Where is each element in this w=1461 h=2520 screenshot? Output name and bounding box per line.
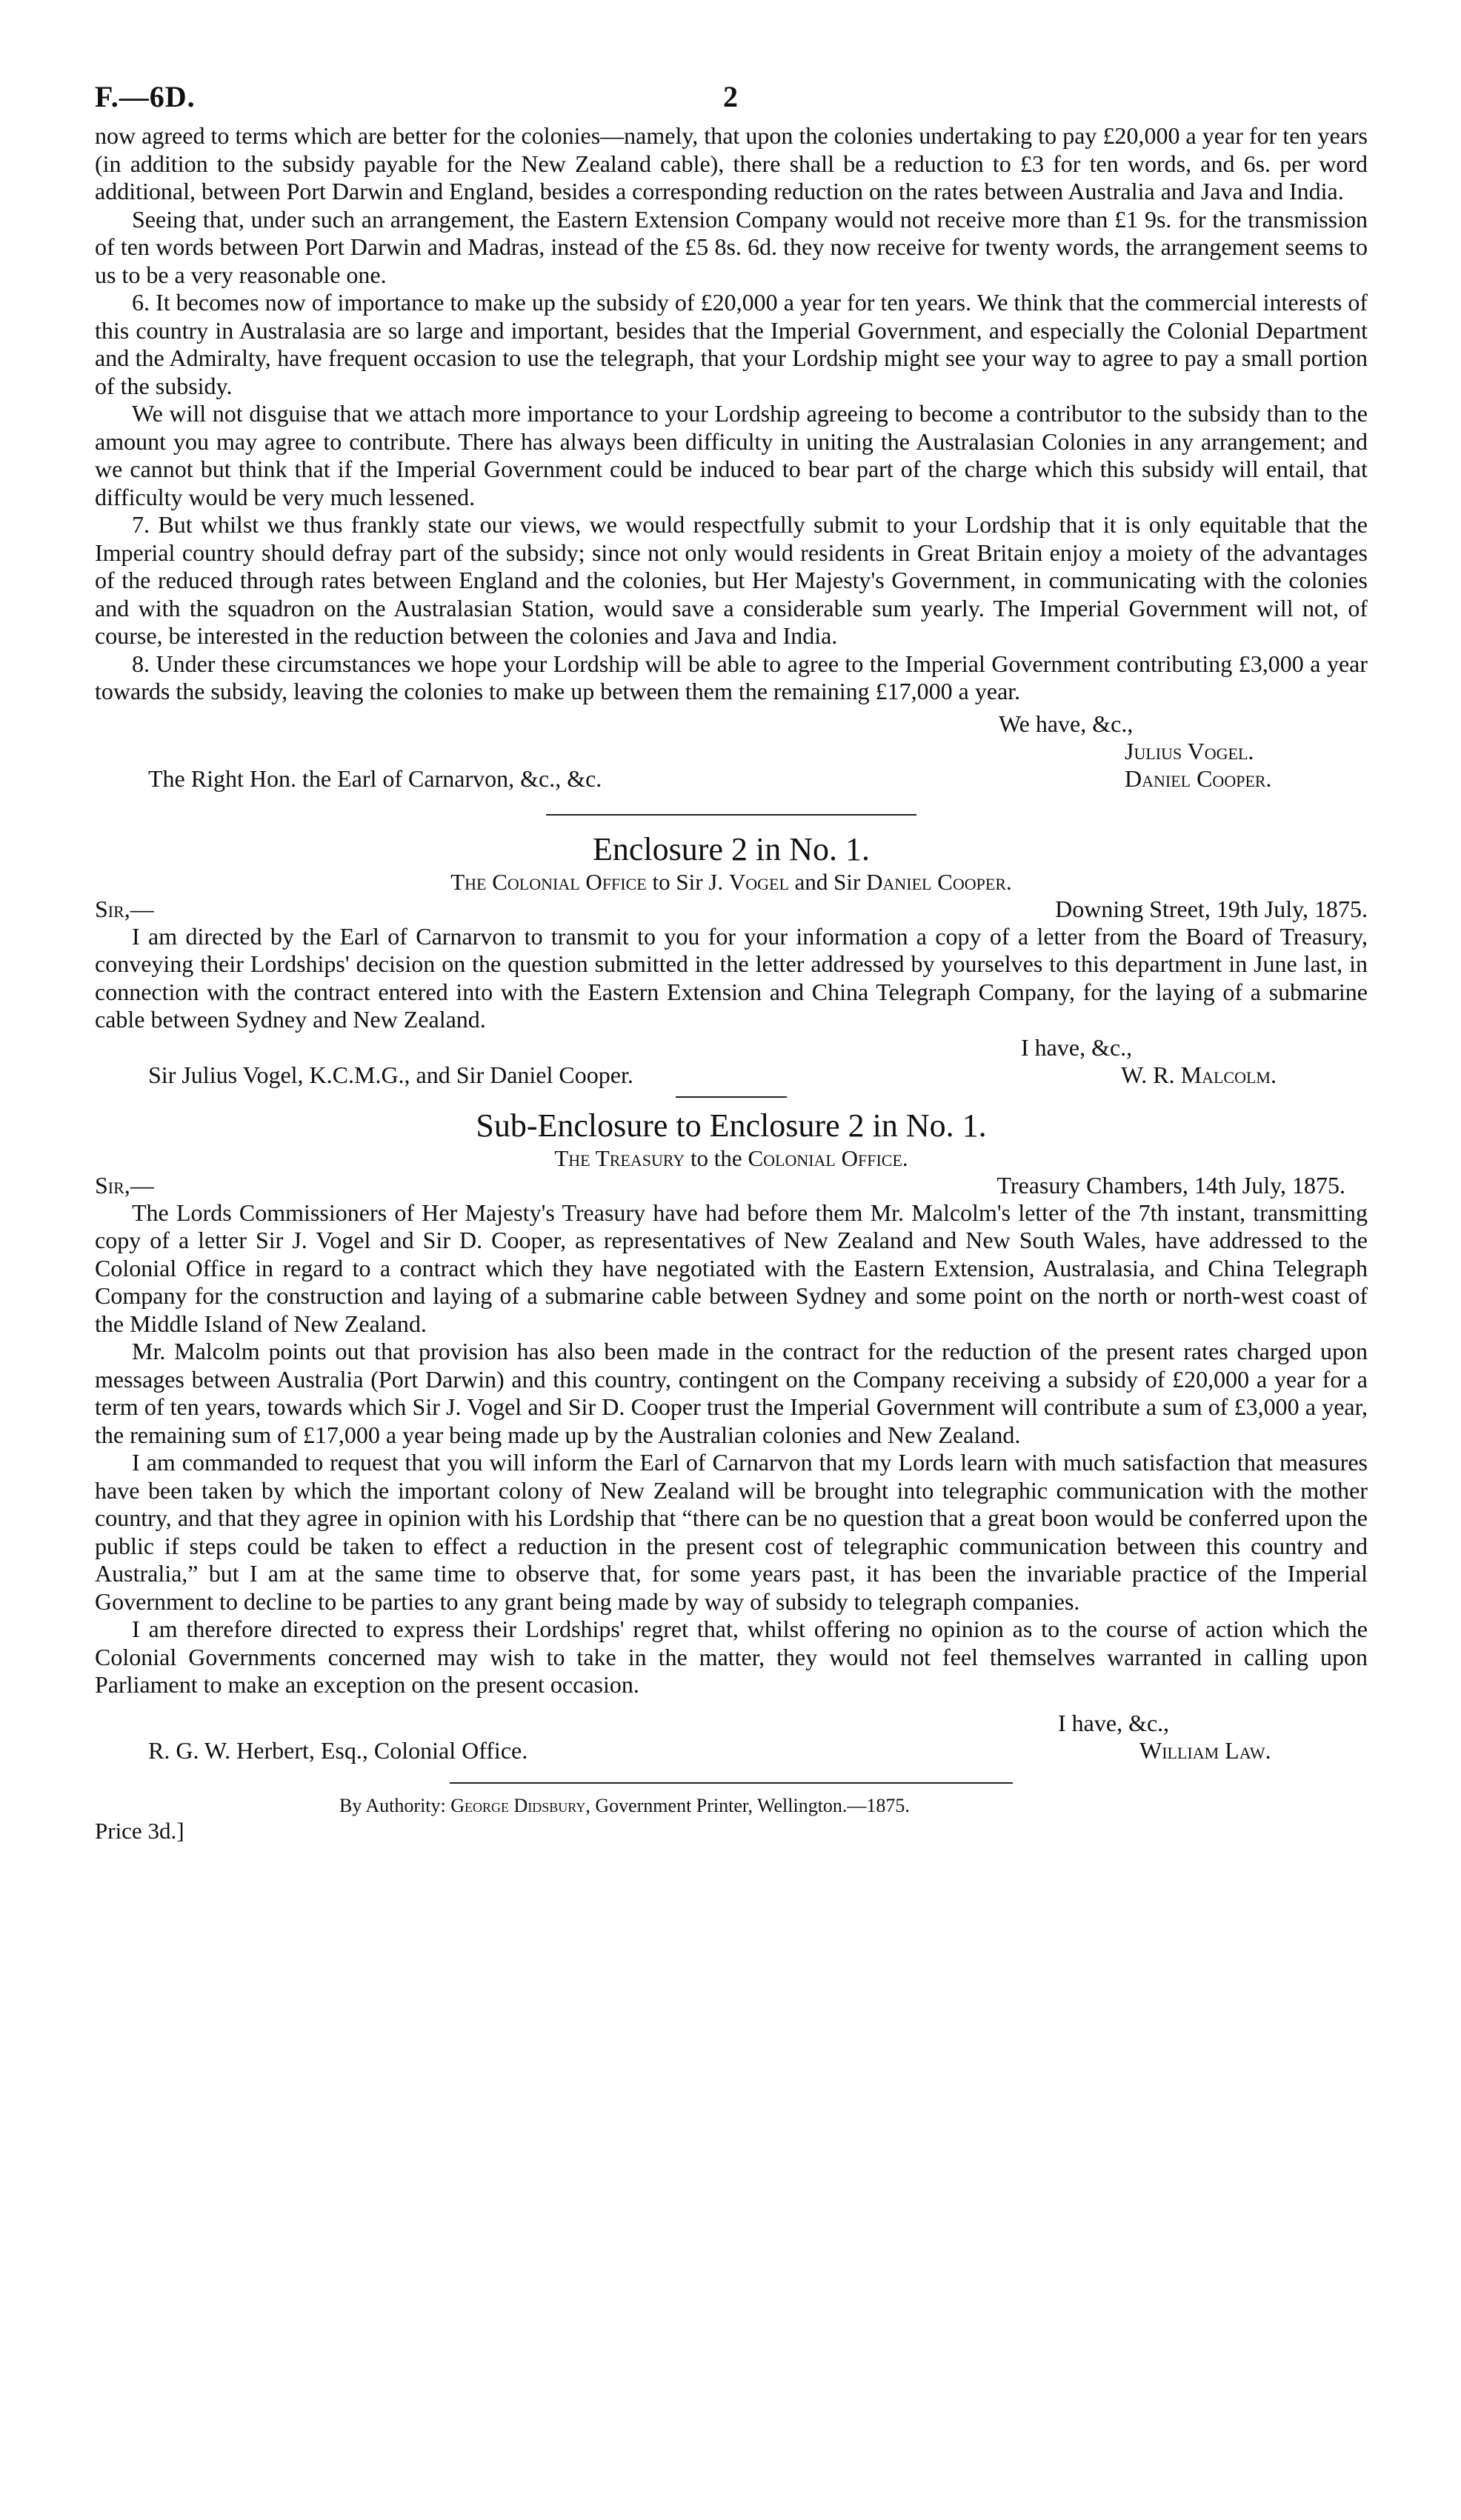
- salutation: Sir,—: [95, 895, 154, 922]
- salutation: Sir,—: [95, 1171, 154, 1199]
- section-divider: [546, 814, 916, 816]
- paragraph: Mr. Malcolm points out that provision has also been made in the contract for the reduction of the present rates charged upon messages between Australia (Port Darwin) and this country, contingent on the Company receiving a subsidy of £20,000 a year for a term of ten years, towards which Sir J. Vogel and Sir D. Cooper trust the Imperial Government will contribute a sum of £3,000 a year, the remaining sum of £17,000 a year being made up by the Australian colonies and New Zealand.: [95, 1338, 1368, 1448]
- sub-enclosure-signature-block: [95, 1710, 1368, 1769]
- closing-line: I have, &c.,: [1058, 1709, 1170, 1736]
- paragraph: now agreed to terms which are better for the colonies—namely, that upon the colonies undertaking to pay £20,000 a year for ten years (in addition to the subsidy payable for the New Zealand cable), there shall be a reduction to £3 for ten words, and 6s. per word additional, between Port Darwin and England, besides a corresponding reduction on the rates between Australia and Java and India.: [95, 122, 1368, 204]
- paragraph: 6. It becomes now of importance to make up the subsidy of £20,000 a year for ten years. We think that the commercial interests of this country in Australasia are so large and important, besides that the Imperial Government, and especially the Colonial Department and the Admiralty, have frequent occasion to use the telegraph, that your Lordship might see your way to agree to pay a small portion of the subsidy.: [95, 289, 1368, 399]
- place-date: Treasury Chambers, 14th July, 1875.: [996, 1171, 1345, 1199]
- paragraph: I am therefore directed to express their Lordships' regret that, whilst offering no opinion as to the course of action which the Colonial Governments concerned may wish to take in the matter, they would not feel themselves warranted in calling upon Parliament to make an exception on the present occasion.: [95, 1616, 1368, 1698]
- salutation-line: [95, 896, 1368, 923]
- closing-line: We have, &c.,: [999, 710, 1134, 737]
- salutation-line: [95, 1172, 1368, 1199]
- paragraph: I am directed by the Earl of Carnarvon to transmit to you for your information a copy of a letter from the Board of Treasury, conveying their Lordships' decision on the question submitted in the letter addressed by yourselves to this department in June last, in connection with the contract entered into with the Eastern Extension and China Telegraph Company, for the laying of a submarine cable between Sydney and New Zealand.: [95, 922, 1368, 1033]
- enclosure-2-signature-block: [95, 1034, 1368, 1093]
- signatory: Daniel Cooper.: [1125, 764, 1272, 792]
- section-title: Enclosure 2 in No. 1.: [593, 830, 870, 867]
- page-number: 2: [723, 80, 738, 113]
- signatory: William Law.: [1139, 1736, 1271, 1764]
- letter-signature-block: [95, 710, 1368, 798]
- price-note: Price 3d.]: [95, 1817, 184, 1844]
- addressee: R. G. W. Herbert, Esq., Colonial Office.: [148, 1736, 528, 1764]
- section-subtitle: The Colonial Office to Sir J. Vogel and Sir Daniel Cooper.: [450, 868, 1012, 895]
- section-subtitle: The Treasury to the Colonial Office.: [554, 1144, 908, 1171]
- paragraph: Seeing that, under such an arrangement, the Eastern Extension Company would not receive more than £1 9s. for the transmission of ten words between Port Darwin and Madras, instead of the £5 8s. 6d. they now receive for twenty words, the arrangement seems to us to be a very reasonable one.: [95, 205, 1368, 288]
- enclosure-2-section: [95, 830, 1368, 1093]
- paragraph: 7. But whilst we thus frankly state our views, we would respectfully submit to your Lordship that it is only equitable that the Imperial country should defray part of the subsidy; since not only would residents in Great Britain enjoy a moiety of the advantages of the reduced through rates between England and the colonies, but Her Majesty's Government, in communicating with the colonies and with the squadron on the Australasian Station, would save a considerable sum yearly. The Imperial Government will not, of course, be interested in the reduction between the colonies and Java and India.: [95, 511, 1368, 649]
- paragraph: 8. Under these circumstances we hope your Lordship will be able to agree to the Imperial Government contributing £3,000 a year towards the subsidy, leaving the colonies to make up between them the remaining £17,000 a year.: [95, 650, 1368, 704]
- paragraph: I am commanded to request that you will inform the Earl of Carnarvon that my Lords learn with much satisfaction that measures have been taken by which the important colony of New Zealand will be brought into telegraphic communication with the mother country, and that they agree in opinion with his Lordship that “there can be no question that a great boon would be conferred upon the public if steps could be taken to effect a reduction in the present cost of telegraphic communication between this country and Australia,” but I am at the same time to observe that, for some years past, it has been the invariable practice of the Imperial Government to decline to be parties to any grant being made by way of subsidy to telegraph companies.: [95, 1449, 1368, 1615]
- paragraph: We will not disguise that we attach more importance to your Lordship agreeing to become a contributor to the subsidy than to the amount you may agree to contribute. There has always been difficulty in uniting the Australasian Colonies in any arrangement; and we cannot but think that if the Imperial Government could be induced to bear part of the charge which this subsidy will entail, that difficulty would be very much lessened.: [95, 400, 1368, 510]
- signatory: Julius Vogel.: [1125, 737, 1254, 764]
- paragraph: The Lords Commissioners of Her Majesty's Treasury have had before them Mr. Malcolm's letter of the 7th instant, transmitting copy of a letter Sir J. Vogel and Sir D. Cooper, as representatives of New Zealand and New South Wales, have addressed to the Colonial Office in regard to a contract which they have negotiated with the Eastern Extension, Australasia, and China Telegraph Company for the construction and laying of a submarine cable between Sydney and some point on the north or north-west coast of the Middle Island of New Zealand.: [95, 1199, 1368, 1337]
- section-title: Sub-Enclosure to Enclosure 2 in No. 1.: [476, 1107, 987, 1144]
- footer-divider: [450, 1782, 1013, 1784]
- section-divider: [676, 1096, 787, 1098]
- closing-line: I have, &c.,: [1021, 1033, 1133, 1061]
- sub-enclosure-section: [95, 1107, 1368, 1769]
- printer-imprint: By Authority: George Didsbury, Government Printer, Wellington.—1875.: [339, 1794, 910, 1816]
- document-page: [95, 70, 1368, 1844]
- letter-body: [95, 122, 1368, 706]
- addressee: Sir Julius Vogel, K.C.M.G., and Sir Daniel Cooper.: [148, 1061, 633, 1088]
- place-date: Downing Street, 19th July, 1875.: [1055, 895, 1368, 922]
- page-header: [95, 70, 1368, 122]
- signatory: W. R. Malcolm.: [1121, 1061, 1277, 1088]
- paper-reference: F.—6D.: [95, 80, 196, 113]
- footer: [95, 1794, 1368, 1844]
- addressee: The Right Hon. the Earl of Carnarvon, &c., &c.: [148, 764, 602, 792]
